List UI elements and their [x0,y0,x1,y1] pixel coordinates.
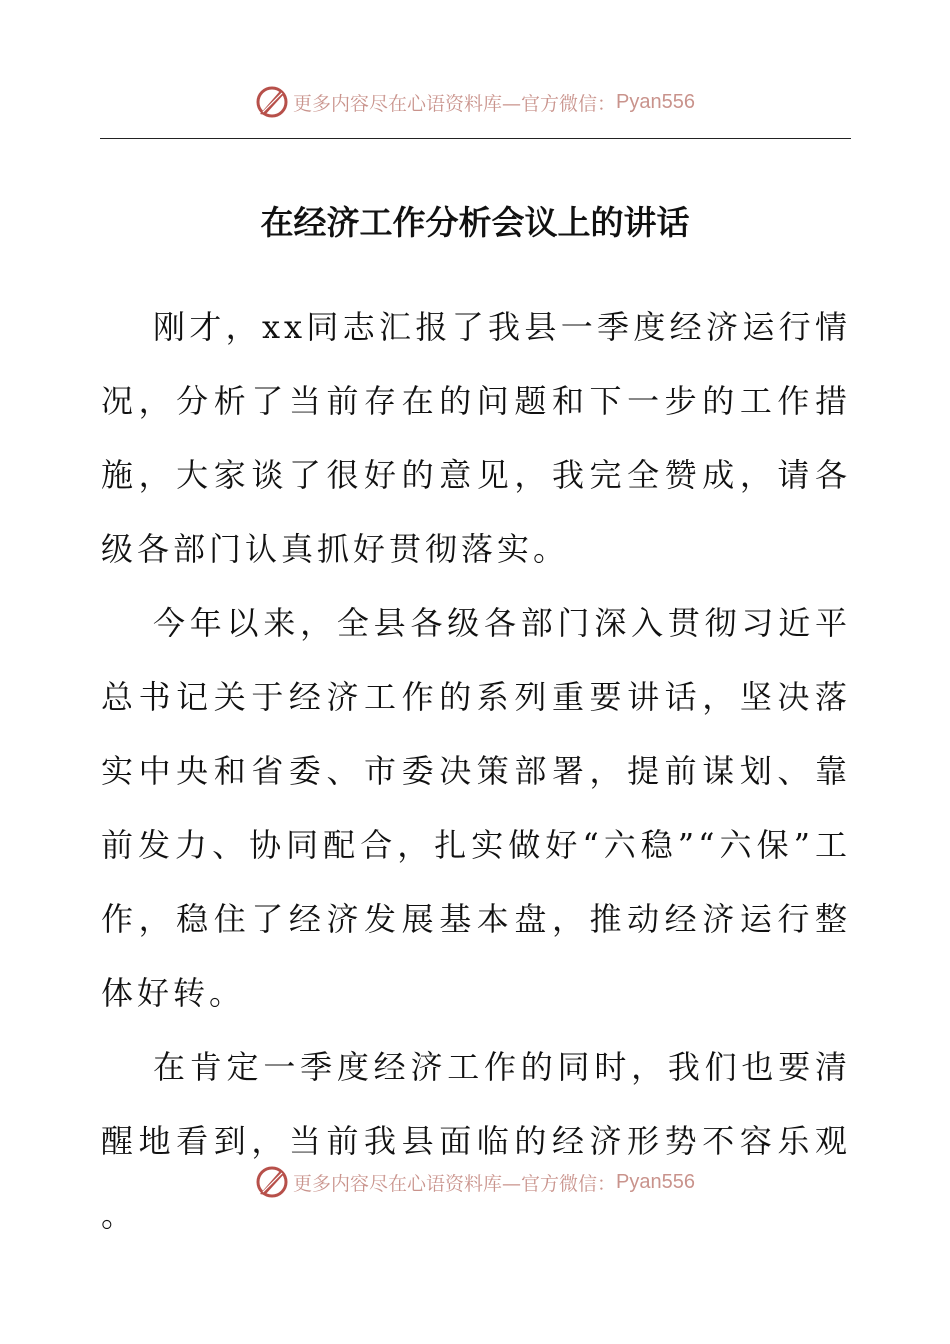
header-banner-text: 更多内容尽在心语资料库—官方微信： [293,92,617,115]
header-banner [0,82,950,122]
quill-pen-logo-icon [255,1165,289,1199]
document-title: 在经济工作分析会议上的讲话 [260,203,690,242]
header-wechat-id: Pyan556 [616,90,695,113]
quill-pen-logo-icon [255,85,289,119]
body-paragraph: 在肯定一季度经济工作的同时，我们也要清醒地看到，当前我县面临的经济形势不容乐观。 [101,1048,851,1234]
body-paragraph: 今年以来，全县各级各部门深入贯彻习近平总书记关于经济工作的系列重要讲话，坚决落实中央和省委、市委决策部署，提前谋划、靠前发力、协同配合，扎实做好“六稳”“六保”工作，稳住了经济发展基本盘，推动经济运行整体好转。 [101,604,851,1012]
header-divider [100,138,851,139]
footer-wechat-id: Pyan556 [616,1170,695,1193]
footer-banner [0,1162,950,1202]
body-paragraph: 刚才，xx同志汇报了我县一季度经济运行情况，分析了当前存在的问题和下一步的工作措施，大家谈了很好的意见，我完全赞成，请各级各部门认真抓好贯彻落实。 [101,308,851,568]
footer-banner-text: 更多内容尽在心语资料库—官方微信： [293,1172,617,1195]
document-body [101,290,851,1252]
